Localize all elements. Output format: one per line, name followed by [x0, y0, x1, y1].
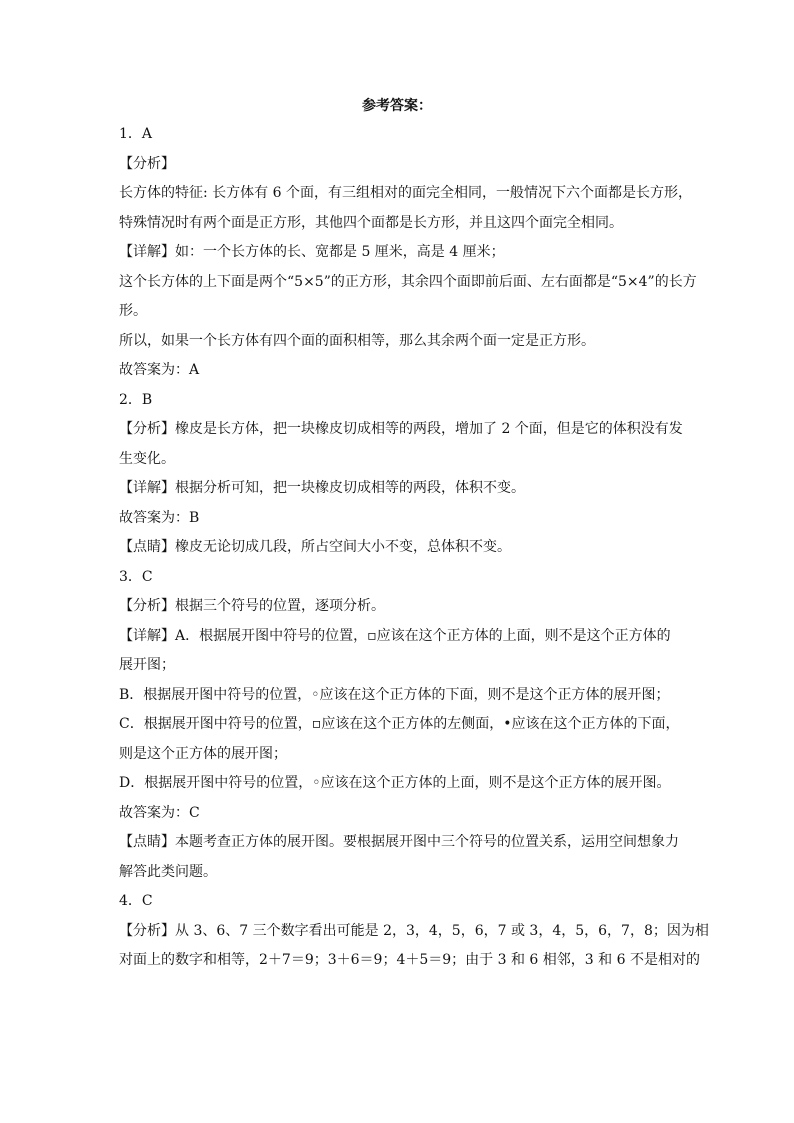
text-line: B．根据展开图中符号的位置，◦应该在这个正方体的下面，则不是这个正方体的展开图； [119, 686, 670, 703]
answer-line: 故答案为：B [119, 509, 200, 526]
text-line: 【点睛】本题考查正方体的展开图。要根据展开图中三个符号的位置关系，运用空间想象力 [119, 834, 679, 850]
text-line: 对面上的数字和相等，2＋7＝9；3＋6＝9；4＋5＝9；由于 3 和 6 相邻，3 和 6 不是相对的 [119, 952, 700, 968]
text-line: 【分析】从 3、6、7 三个数字看出可能是 2，3，4，5，6，7 或 3，4，5，6，7，8；因为相 [119, 922, 709, 939]
answer-line: 故答案为：C [119, 804, 200, 821]
text-line: 这个长方体的上下面是两个“5×5”的正方形，其余四个面即前后面、左右面都是“5×4”的长方 [119, 273, 697, 290]
answer-number-2: 2．B [119, 391, 153, 408]
answer-line: 故答案为：A [119, 362, 200, 378]
page-title: 参考答案： [362, 98, 432, 114]
text-line: 展开图； [119, 657, 175, 673]
text-line: 【分析】橡皮是长方体，把一块橡皮切成相等的两段，增加了 2 个面，但是它的体积没有发 [119, 421, 683, 437]
text-line: 【分析】根据三个符号的位置，逐项分析。 [119, 598, 385, 614]
text-line: 特殊情况时有两个面是正方形，其他四个面都是长方形，并且这四个面完全相同。 [119, 214, 623, 231]
text-line: 【详解】如：一个长方体的长、宽都是 5 厘米，高是 4 厘米； [119, 244, 505, 260]
analysis-heading: 【分析】 [119, 155, 175, 172]
text-line: 【详解】根据分析可知，把一块橡皮切成相等的两段，体积不变。 [119, 480, 525, 496]
answer-number-4: 4．C [119, 893, 153, 909]
text-line: 【点睛】橡皮无论切成几段，所占空间大小不变，总体积不变。 [119, 539, 511, 555]
text-line: 形。 [119, 303, 147, 319]
text-line: 生变化。 [119, 450, 175, 467]
text-line: 所以，如果一个长方体有四个面的面积相等，那么其余两个面一定是正方形。 [119, 332, 595, 349]
text-line: C．根据展开图中符号的位置，▫应该在这个正方体的左侧面，•应该在这个正方体的下面， [119, 716, 680, 732]
text-line: 【详解】A．根据展开图中符号的位置，▫应该在这个正方体的上面，则不是这个正方体的 [119, 627, 671, 644]
text-line: D．根据展开图中符号的位置，◦应该在这个正方体的上面，则不是这个正方体的展开图。 [119, 775, 671, 791]
answer-number-3: 3．C [119, 568, 153, 585]
text-line: 长方体的特征: 长方体有 6 个面，有三组相对的面完全相同，一般情况下六个面都是长方形， [119, 185, 692, 201]
answer-number-1: 1．A [119, 126, 153, 142]
text-line: 解答此类问题。 [119, 863, 217, 880]
text-line: 则是这个正方体的展开图； [119, 745, 287, 762]
answer-body [119, 120, 709, 976]
